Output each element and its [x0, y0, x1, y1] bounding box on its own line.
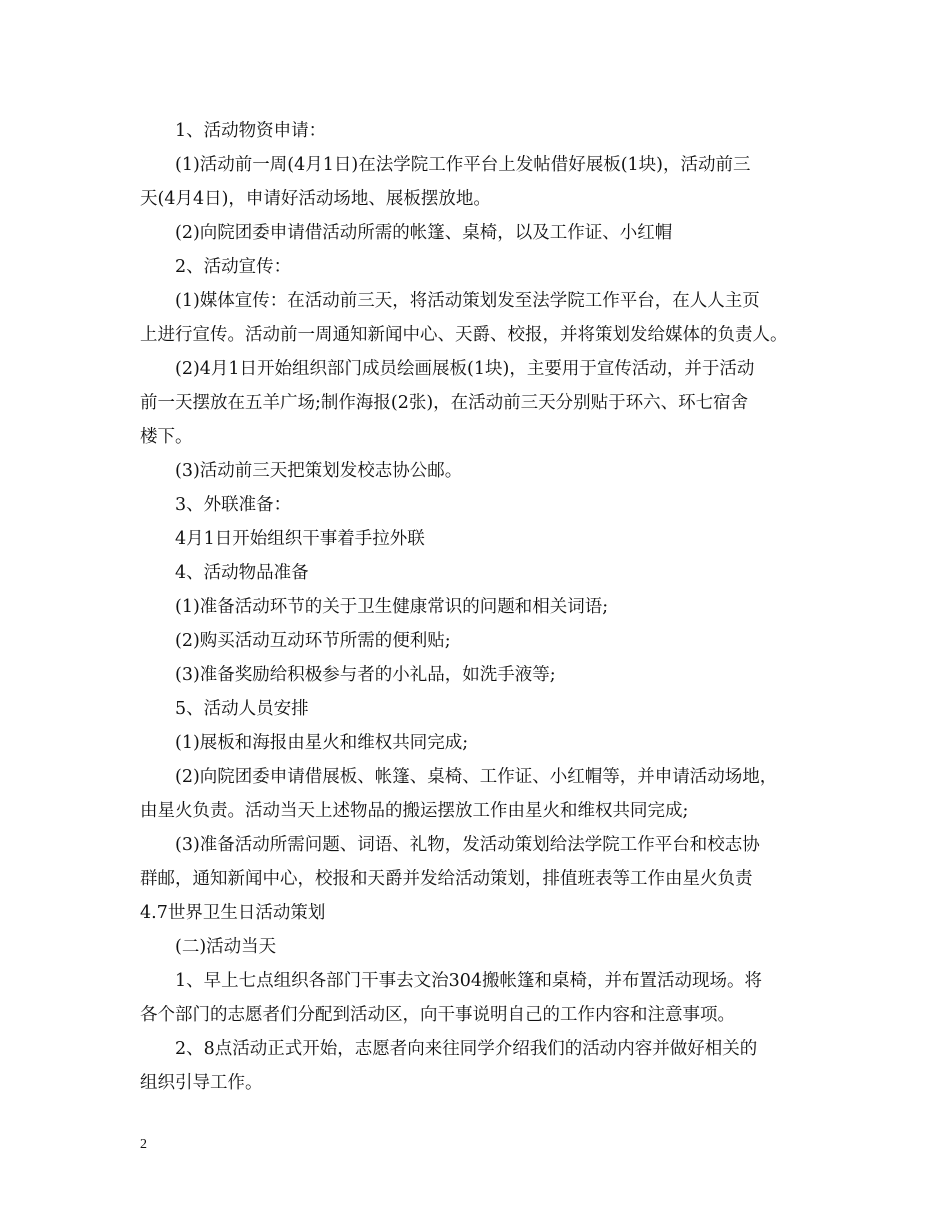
line-heading-day: (二)活动当天 — [175, 937, 277, 957]
line-27: 2、8点活动正式开始，志愿者向来往同学介绍我们的活动内容并做好相关的 — [175, 1039, 758, 1059]
page-number: 2 — [140, 1137, 147, 1152]
line-14: (1)准备活动环节的关于卫生健康常识的问题和相关词语; — [175, 597, 609, 617]
line-1: (1)活动前一周(4月1日)在法学院工作平台上发帖借好展板(1块)，活动前三 — [175, 155, 751, 175]
line-8: 前一天摆放在五羊广场;制作海报(2张)，在活动前三天分别贴于环六、环七宿舍 — [140, 393, 749, 413]
line-6: 上进行宣传。活动前一周通知新闻中心、天爵、校报，并将策划发给媒体的负责人。 — [140, 325, 788, 345]
line-10: (3)活动前三天把策划发校志协公邮。 — [175, 461, 463, 481]
line-18: (1)展板和海报由星火和维权共同完成; — [175, 733, 469, 753]
line-28: 组织引导工作。 — [140, 1073, 263, 1093]
line-7: (2)4月1日开始组织部门成员绘画展板(1块)，主要用于宣传活动，并于活动 — [175, 359, 755, 379]
line-heading-3: 3、外联准备： — [175, 495, 292, 515]
line-21: (3)准备活动所需问题、词语、礼物，发活动策划给法学院工作平台和校志协 — [175, 835, 760, 855]
line-26: 各个部门的志愿者们分配到活动区，向干事说明自己的工作内容和注意事项。 — [140, 1005, 735, 1025]
line-5: (1)媒体宣传：在活动前三天，将活动策划发至法学院工作平台，在人人主页 — [175, 291, 760, 311]
line-9: 楼下。 — [140, 427, 193, 447]
line-20: 由星火负责。活动当天上述物品的搬运摆放工作由星火和维权共同完成; — [140, 801, 689, 821]
line-25: 1、早上七点组织各部门干事去文治304搬帐篷和桌椅，并布置活动现场。将 — [175, 971, 763, 991]
line-3: (2)向院团委申请借活动所需的帐篷、桌椅，以及工作证、小红帽 — [175, 223, 673, 243]
line-23: 4.7世界卫生日活动策划 — [140, 903, 326, 923]
line-15: (2)购买活动互动环节所需的便利贴; — [175, 631, 451, 651]
line-heading-2: 2、活动宣传： — [175, 257, 292, 277]
line-16: (3)准备奖励给积极参与者的小礼品，如洗手液等; — [175, 665, 556, 685]
line-2: 天(4月4日)，申请好活动场地、展板摆放地。 — [140, 189, 491, 209]
line-12: 4月1日开始组织干事着手拉外联 — [175, 529, 425, 549]
line-heading-1: 1、活动物资申请： — [175, 121, 327, 141]
line-22: 群邮，通知新闻中心，校报和天爵并发给活动策划，排值班表等工作由星火负责 — [140, 869, 753, 889]
line-heading-5: 5、活动人员安排 — [175, 699, 309, 719]
line-heading-4: 4、活动物品准备 — [175, 563, 309, 583]
line-19: (2)向院团委申请借展板、帐篷、桌椅、工作证、小红帽等，并申请活动场地， — [175, 767, 778, 787]
document-body — [140, 114, 812, 1100]
